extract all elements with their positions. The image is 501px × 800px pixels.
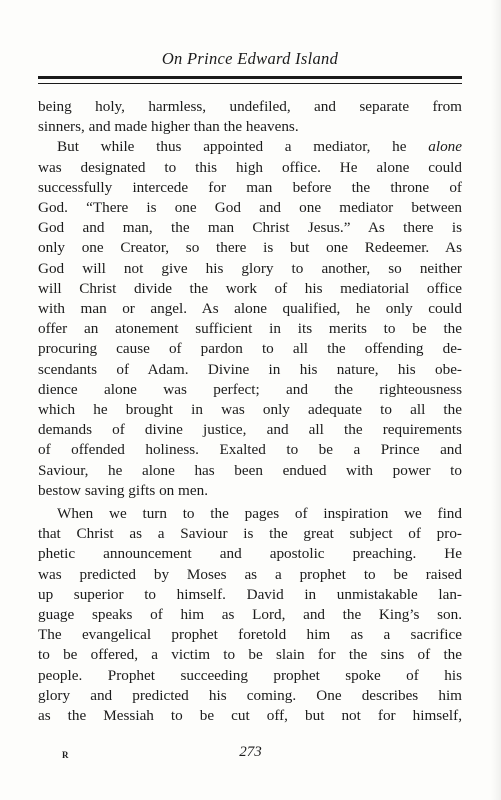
text-line: God. “There is one God and one mediator between	[38, 199, 462, 217]
text-line: up superior to himself. David in unmistakable lan-	[38, 585, 462, 603]
text-line: But while thus appointed a mediator, he alone	[57, 138, 462, 156]
text-line: people. Prophet succeeding prophet spoke of his	[38, 666, 462, 684]
text-line: phetic announcement and apostolic preaching. He	[38, 545, 462, 563]
text-line: will Christ divide the work of his mediatorial office	[38, 279, 462, 297]
text-line: only one Creator, so there is but one Redeemer. As	[38, 239, 462, 257]
page-edge-shadow	[491, 0, 501, 800]
text-line: successfully intercede for man before the throne of	[38, 178, 462, 196]
signature-mark: R	[62, 750, 69, 760]
text-line: procuring cause of pardon to all the offending de-	[38, 340, 462, 358]
text-line: The evangelical prophet foretold him as a sacrifice	[38, 626, 462, 644]
running-head: On Prince Edward Island	[161, 49, 339, 68]
text-line: God and man, the man Christ Jesus.” As there is	[38, 219, 462, 237]
text-line: being holy, harmless, undefiled, and separate from	[38, 98, 462, 115]
text-line: that Christ as a Saviour is the great subject of pro-	[38, 525, 462, 543]
text-line: of offended holiness. Exalted to be a Prince and	[38, 441, 462, 459]
text-line: glory and predicted his coming. One describes him	[38, 686, 462, 704]
text-line: demands of divine justice, and all the requirements	[38, 421, 462, 439]
text-line: as the Messiah to be cut off, but not for himself,	[38, 707, 462, 725]
text-line: offer an atonement sufficient in its merits to be the	[38, 320, 462, 338]
text-line: with man or angel. As alone qualified, he only could	[38, 300, 462, 318]
text-line: was designated to this high office. He alone could	[38, 158, 462, 176]
text-line: When we turn to the pages of inspiration we find	[57, 505, 462, 523]
text-line: dience alone was perfect; and the righteousness	[38, 380, 462, 398]
text-line: to be offered, a victim to be slain for the sins of the	[38, 646, 462, 664]
text-line: Saviour, he alone has been endued with power to	[38, 461, 462, 479]
body-text	[38, 97, 462, 726]
emphasis: alone	[428, 138, 462, 156]
header-rule-thin	[38, 83, 462, 84]
text-line: sinners, and made higher than the heavens.	[38, 118, 299, 136]
page-number: 273	[239, 744, 262, 760]
text-line: guage speaks of him as Lord, and the King’s son.	[38, 606, 462, 624]
text-line: was predicted by Moses as a prophet to be raised	[38, 565, 462, 583]
text-line: bestow saving gifts on men.	[38, 481, 208, 499]
text-line: scendants of Adam. Divine in his nature, his obe-	[38, 360, 462, 378]
text-line: which he brought in was only adequate to all the	[38, 401, 462, 419]
header-rule-thick	[38, 76, 462, 79]
text-line: God will not give his glory to another, so neither	[38, 259, 462, 277]
